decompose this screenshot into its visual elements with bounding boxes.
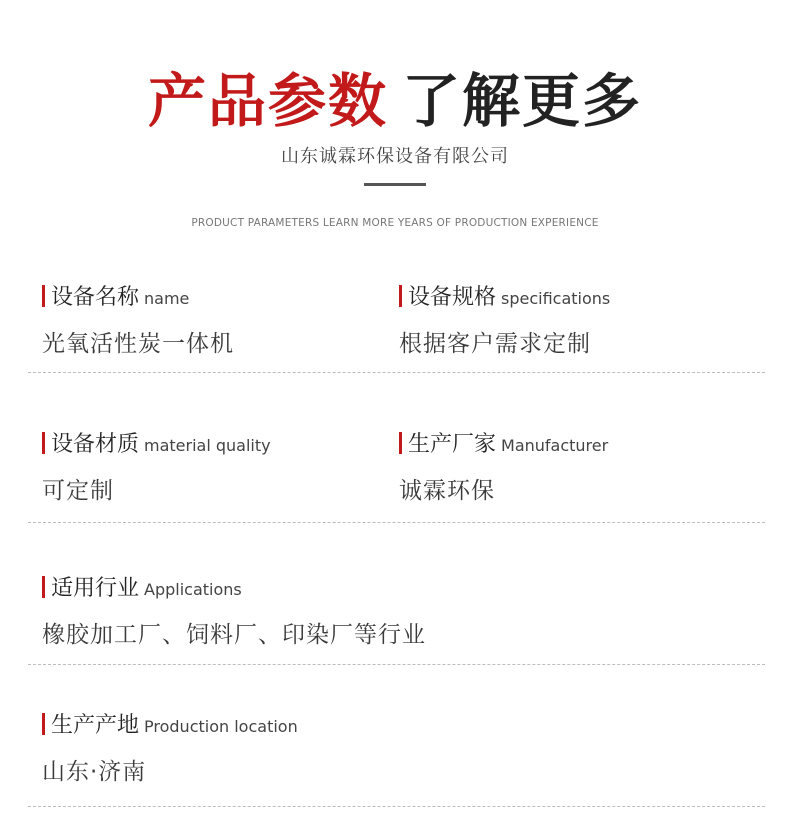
dashed-divider	[28, 522, 765, 523]
tagline: PRODUCT PARAMETERS LEARN MORE YEARS OF PRODUCTION EXPERIENCE	[191, 217, 599, 229]
red-marker	[399, 432, 402, 454]
param-value: 橡胶加工厂、饲料厂、印染厂等行业	[42, 622, 426, 648]
param-specifications	[399, 280, 610, 358]
param-label	[399, 427, 608, 458]
param-label-cn: 生产厂家	[408, 432, 497, 457]
red-marker	[42, 432, 45, 454]
param-label-cn: 设备名称	[51, 285, 140, 310]
dashed-divider	[28, 806, 765, 807]
param-label	[42, 427, 271, 458]
red-marker	[42, 576, 45, 598]
param-value: 根据客户需求定制	[399, 331, 591, 357]
param-label	[399, 280, 610, 311]
title-dark: 了解更多	[402, 67, 643, 135]
dashed-divider	[28, 372, 765, 373]
param-manufacturer	[399, 427, 608, 505]
param-label-en: name	[144, 289, 190, 308]
title-underline	[364, 183, 426, 186]
param-equipment-name	[42, 280, 234, 358]
param-location	[42, 708, 298, 786]
param-label-cn: 适用行业	[51, 576, 140, 601]
param-value: 山东·济南	[42, 759, 147, 785]
param-label-cn: 设备材质	[51, 432, 140, 457]
param-label-en: Applications	[144, 580, 242, 599]
param-label	[42, 280, 234, 311]
param-value: 诚霖环保	[399, 478, 495, 504]
param-value: 可定制	[42, 478, 114, 504]
param-label-en: Manufacturer	[501, 436, 609, 455]
param-applications	[42, 571, 426, 649]
param-value: 光氧活性炭一体机	[42, 331, 234, 357]
param-label-en: material quality	[144, 436, 271, 455]
page-title	[0, 66, 790, 136]
red-marker	[399, 285, 402, 307]
title-red: 产品参数	[147, 67, 388, 135]
company-name: 山东诚霖环保设备有限公司	[281, 146, 509, 167]
param-material	[42, 427, 271, 505]
param-label-en: specifications	[501, 289, 611, 308]
red-marker	[42, 285, 45, 307]
red-marker	[42, 713, 45, 735]
param-label-en: Production location	[144, 717, 298, 736]
param-label	[42, 571, 426, 602]
param-label-cn: 生产产地	[51, 713, 140, 738]
param-label	[42, 708, 298, 739]
dashed-divider	[28, 664, 765, 665]
param-label-cn: 设备规格	[408, 285, 497, 310]
